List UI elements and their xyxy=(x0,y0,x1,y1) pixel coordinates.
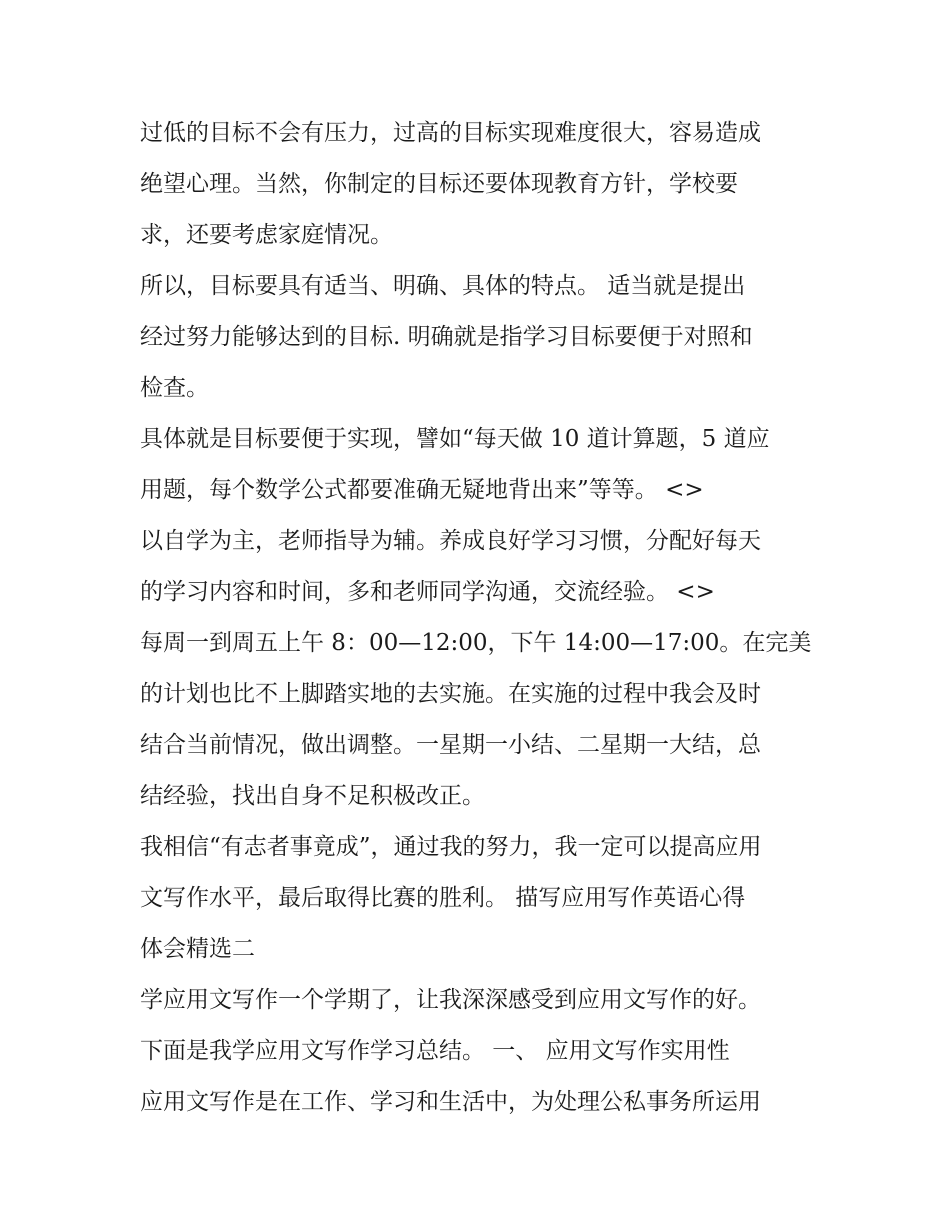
paragraph-self-study xyxy=(140,516,820,618)
text-line: 绝望心理。当然，你制定的目标还要体现教育方针，学校要 xyxy=(140,171,738,197)
paragraph-confidence xyxy=(140,822,820,975)
text-line: 学应用文写作一个学期了，让我深深感受到应用文写作的好。 xyxy=(140,987,761,1013)
paragraph-goal-difficulty xyxy=(140,108,820,261)
text-line: 文写作水平，最后取得比赛的胜利。 描写应用写作英语心得 xyxy=(140,885,746,911)
text-line: 体会精选二 xyxy=(140,936,255,962)
text-line: 结经验，找出自身不足积极改正。 xyxy=(140,783,485,809)
text-line: 求，还要考虑家庭情况。 xyxy=(140,222,393,248)
paragraph-goal-traits xyxy=(140,261,820,414)
text-line: 经过努力能够达到的目标. 明确就是指学习目标要便于对照和 xyxy=(140,324,753,350)
text-line: 以自学为主，老师指导为辅。养成良好学习习惯，分配好每天 xyxy=(140,528,761,554)
paragraph-schedule xyxy=(140,618,820,822)
paragraph-specific-goals xyxy=(140,414,820,516)
text-line: 所以，目标要具有适当、明确、具体的特点。 适当就是提出 xyxy=(140,273,746,299)
text-line: 过低的目标不会有压力，过高的目标实现难度很大，容易造成 xyxy=(140,120,761,146)
document-page xyxy=(140,108,820,1128)
text-line: 下面是我学应用文写作学习总结。 一、 应用文写作实用性 xyxy=(140,1038,730,1064)
text-line: 用题，每个数学公式都要准确无疑地背出来”等等。 <> xyxy=(140,477,704,503)
text-line: 的计划也比不上脚踏实地的去实施。在实施的过程中我会及时 xyxy=(140,681,761,707)
paragraph-semester-summary xyxy=(140,975,820,1077)
text-line: 应用文写作是在工作、学习和生活中，为处理公私事务所运用 xyxy=(140,1089,761,1115)
text-line: 的学习内容和时间，多和老师同学沟通，交流经验。 <> xyxy=(140,579,715,605)
text-line: 具体就是目标要便于实现，譬如“每天做 10 道计算题，5 道应 xyxy=(140,426,770,452)
paragraph-practical-writing xyxy=(140,1077,820,1128)
text-line: 结合当前情况，做出调整。一星期一小结、二星期一大结，总 xyxy=(140,732,761,758)
text-line: 每周一到周五上午 8：00—12:00，下午 14:00—17:00。在完美 xyxy=(140,630,812,656)
text-line: 检查。 xyxy=(140,375,209,401)
text-line: 我相信“有志者事竟成”，通过我的努力，我一定可以提高应用 xyxy=(140,834,762,860)
